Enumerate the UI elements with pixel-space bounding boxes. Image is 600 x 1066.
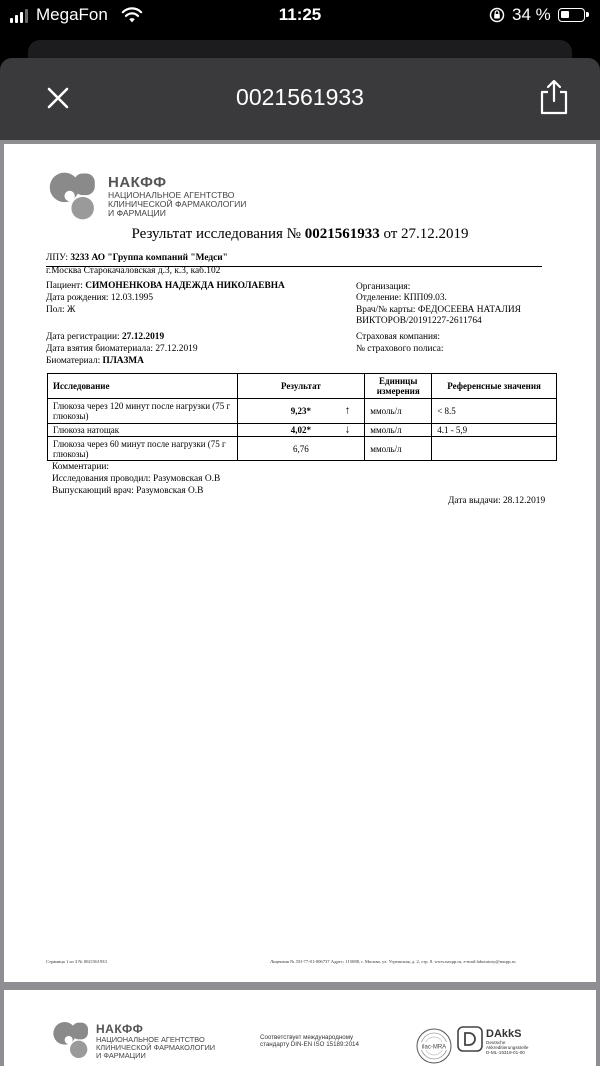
result-number: 0021561933 <box>304 226 380 242</box>
patient-line <box>46 281 285 291</box>
results-table <box>47 373 557 461</box>
ilac-mra-icon <box>414 1026 454 1066</box>
doctor-card-cont: ВИКТОРОВ/20191227-2611764 <box>356 316 482 326</box>
logo-line: И ФАРМАЦИИ <box>108 208 166 219</box>
biomaterial-value: ПЛАЗМА <box>102 356 144 366</box>
rotation-lock-icon <box>489 7 505 23</box>
birth-date: Дата рождения: 12.03.1995 <box>46 293 154 303</box>
doctor-card: Врач/№ карты: ФЕДОСЕЕВА НАТАЛИЯ <box>356 305 521 315</box>
reference-range <box>432 437 557 461</box>
organization: Организация: <box>356 282 411 292</box>
viewer-header <box>0 58 600 140</box>
lpu-line <box>46 253 228 263</box>
lpu-value: 3233 АО "Группа компаний "Медси" <box>70 253 228 263</box>
result-cell <box>237 424 365 437</box>
insurance-company: Страховая компания: <box>356 332 440 342</box>
logo-line: НАЦИОНАЛЬНОЕ АГЕНТСТВО <box>108 190 235 200</box>
carrier-name: MegaFon <box>36 5 108 24</box>
issuing-doctor: Выпускающий врач: Разумовская О.В <box>52 486 204 496</box>
patient-name: СИМОНЕНКОВА НАДЕЖДА НИКОЛАЕВНА <box>85 281 285 291</box>
page-footer-right: Лицензия № ЛО-77-01-006737 Адрес: 115088, г. Москва, ул. Угрешская, д. 2, стр. 8. www.nacpp.ru, e-mail:laboratory@nacpp.ru <box>270 959 516 964</box>
sex: Пол: Ж <box>46 305 76 315</box>
arrow-down-icon: ↓ <box>344 423 351 436</box>
patient-label: Пациент: <box>46 281 83 291</box>
document-title: 0021561933 <box>236 84 364 110</box>
table-header-row <box>48 374 557 399</box>
column-header: Единицы измерения <box>365 374 432 399</box>
result-title <box>4 226 596 243</box>
insurance-policy: № страхового полиса: <box>356 344 444 354</box>
comments-label: Комментарии: <box>52 462 110 472</box>
nakff-logo-icon <box>48 170 100 222</box>
reference-range: < 8.5 <box>432 399 557 424</box>
logo-abbr: НАКФФ <box>108 174 167 191</box>
document-viewer[interactable] <box>0 140 600 1066</box>
address: г.Москва Старокачаловская д.3, к.3, каб.102 <box>46 266 221 276</box>
result-cell <box>237 399 365 424</box>
reference-range: 4.1 - 5,9 <box>432 424 557 437</box>
column-header: Исследование <box>48 374 238 399</box>
title-prefix: Результат исследования № <box>131 226 301 242</box>
unit: ммоль/л <box>365 437 432 461</box>
document-page-2 <box>4 990 596 1066</box>
table-row <box>48 424 557 437</box>
table-row <box>48 437 557 461</box>
result-value: 6,76 <box>293 443 309 454</box>
battery-percent: 34 % <box>512 5 551 24</box>
test-name: Глюкоза через 120 минут после нагрузки (75 г глюкозы) <box>48 399 238 424</box>
column-header: Референсные значения <box>432 374 557 399</box>
dakks-line: Akkreditierungsstelle <box>486 1045 529 1051</box>
issue-date: Дата выдачи: 28.12.2019 <box>448 496 546 506</box>
dakks-text <box>486 1028 528 1056</box>
registration-label: Дата регистрации: <box>46 332 120 342</box>
dakks-title: DAkkS <box>486 1028 522 1040</box>
svg-text:ilac-MRA: ilac-MRA <box>421 1044 447 1051</box>
status-bar <box>0 0 600 32</box>
dakks-line: Deutsche <box>486 1040 506 1045</box>
nakff-logo-text <box>108 174 246 219</box>
biomaterial-line <box>46 356 144 366</box>
document-page-1 <box>4 144 596 982</box>
biomaterial-label: Биоматериал: <box>46 356 101 366</box>
unit: ммоль/л <box>365 424 432 437</box>
logo-line: НАЦИОНАЛЬНОЕ АГЕНТСТВО <box>96 1035 205 1044</box>
unit: ммоль/л <box>365 399 432 424</box>
result-value: 9,23* <box>290 406 312 416</box>
sample-date: Дата взятия биоматериала: 27.12.2019 <box>46 344 198 354</box>
nakff-logo-icon <box>52 1020 92 1060</box>
cert-line: стандарту DIN-EN ISO 15189:2014 <box>260 1041 359 1048</box>
test-name: Глюкоза через 60 минут после нагрузки (75 г глюкозы) <box>48 437 238 461</box>
lpu-label: ЛПУ: <box>46 253 69 263</box>
certification-text <box>260 1034 359 1048</box>
performed-by: Исследования проводил: Разумовская О.В <box>52 474 221 484</box>
cert-line: Соответствует международному <box>260 1034 354 1041</box>
nakff-logo-text <box>96 1022 215 1060</box>
result-value: 4,02* <box>290 425 312 435</box>
registration-line <box>46 332 164 342</box>
department: Отделение: КПП09.03. <box>356 293 447 303</box>
table-row <box>48 399 557 424</box>
logo-abbr: НАКФФ <box>96 1022 144 1036</box>
column-header: Результат <box>237 374 365 399</box>
share-icon[interactable] <box>538 78 570 116</box>
clock: 11:25 <box>278 5 322 24</box>
page-footer-left: Страница 1 из 3 № 0021561933 <box>46 959 107 964</box>
registration-date: 27.12.2019 <box>121 332 165 342</box>
logo-line: И ФАРМАЦИИ <box>96 1051 146 1060</box>
logo-line: КЛИНИЧЕСКОЙ ФАРМАКОЛОГИИ <box>108 199 247 210</box>
logo-line: КЛИНИЧЕСКОЙ ФАРМАКОЛОГИИ <box>96 1043 216 1052</box>
result-cell <box>237 437 365 461</box>
battery-icon <box>558 8 585 22</box>
title-date: от 27.12.2019 <box>383 226 469 242</box>
arrow-up-icon: ↑ <box>344 404 351 417</box>
dakks-line: D-ML-19319-01-00 <box>486 1050 525 1056</box>
test-name: Глюкоза натощак <box>48 424 238 437</box>
dakks-logo-icon <box>457 1026 483 1052</box>
